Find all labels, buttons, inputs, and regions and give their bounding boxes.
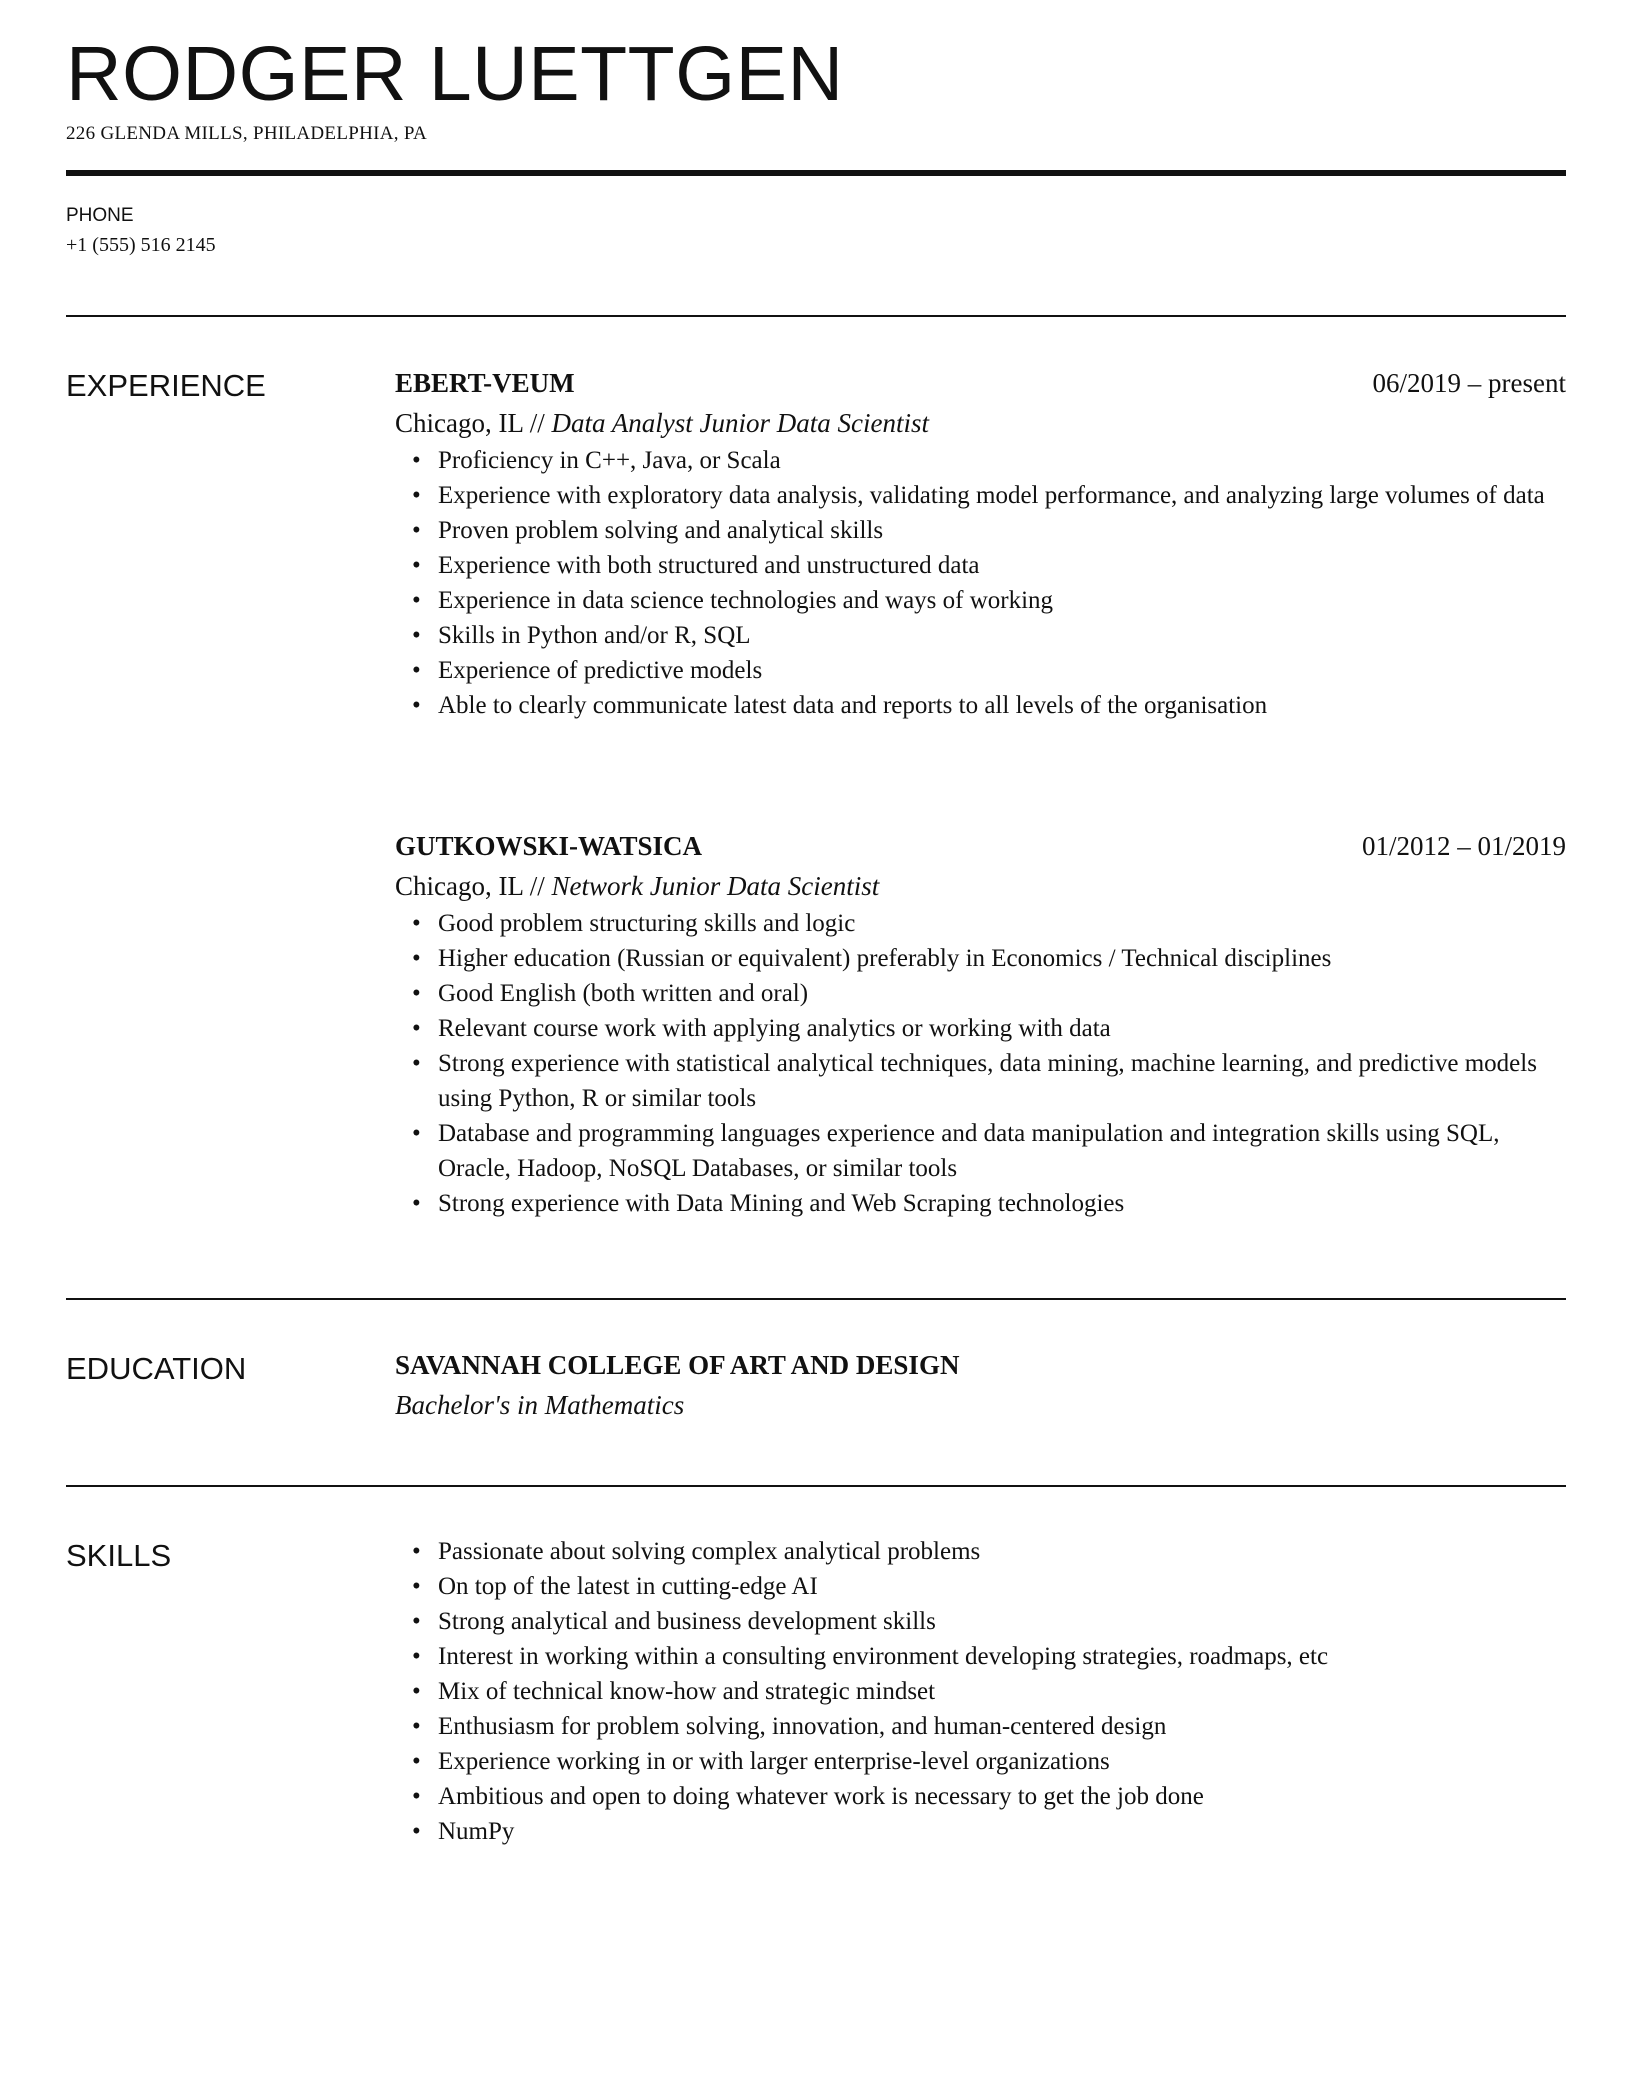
job-location-role [395, 866, 1566, 906]
education-heading: EDUCATION [66, 1351, 247, 1386]
job-dates: 01/2012 – 01/2019 [1361, 831, 1566, 861]
section-divider [66, 1298, 1566, 1300]
list-item: • Good English (both written and oral) [395, 976, 1566, 1011]
company-name: GUTKOWSKI-WATSICA [395, 831, 703, 861]
list-item: • NumPy [395, 1814, 1566, 1849]
list-item: • Experience with both structured and unstructured data [395, 548, 1566, 583]
candidate-address: 226 GLENDA MILLS, PHILADELPHIA, PA [66, 123, 428, 144]
header-divider [66, 170, 1566, 176]
list-item: • On top of the latest in cutting-edge AI [395, 1569, 1566, 1604]
list-item: • Relevant course work with applying analytics or working with data [395, 1011, 1566, 1046]
experience-heading: EXPERIENCE [66, 368, 266, 403]
section-divider [66, 1485, 1566, 1487]
job-entry [395, 826, 1566, 1221]
list-item: • Experience working in or with larger enterprise-level organizations [395, 1744, 1566, 1779]
education-entry [395, 1345, 1566, 1425]
job-role: Data Analyst Junior Data Scientist [551, 408, 929, 438]
list-item: • Proven problem solving and analytical skills [395, 513, 1566, 548]
list-item: • Interest in working within a consulting environment developing strategies, roadmaps, etc [395, 1639, 1566, 1674]
skills-section [395, 1534, 1566, 1849]
job-role: Network Junior Data Scientist [551, 871, 880, 901]
company-name: EBERT-VEUM [395, 368, 575, 398]
list-item: • Proficiency in C++, Java, or Scala [395, 443, 1566, 478]
list-item: • Experience of predictive models [395, 653, 1566, 688]
candidate-name: RODGER LUETTGEN [66, 31, 844, 117]
skills-list [395, 1534, 1566, 1849]
list-item: • Good problem structuring skills and logic [395, 906, 1566, 941]
job-location: Chicago, IL [395, 408, 523, 438]
separator: // [522, 408, 552, 438]
list-item: • Strong analytical and business development skills [395, 1604, 1566, 1639]
job-location-role [395, 403, 1566, 443]
job-entry [395, 363, 1566, 723]
list-item: • Skills in Python and/or R, SQL [395, 618, 1566, 653]
list-item: • Able to clearly communicate latest data and reports to all levels of the organisation [395, 688, 1566, 723]
list-item: • Strong experience with Data Mining and Web Scraping technologies [395, 1186, 1566, 1221]
list-item: • Mix of technical know-how and strategic mindset [395, 1674, 1566, 1709]
list-item: • Database and programming languages experience and data manipulation and integration skills using SQL, Oracle, Hadoop, NoSQL Databases, or similar tools [395, 1116, 1566, 1186]
degree: Bachelor's in Mathematics [395, 1390, 685, 1420]
list-item: • Experience in data science technologies and ways of working [395, 583, 1566, 618]
separator: // [522, 871, 552, 901]
job-responsibilities [395, 443, 1566, 723]
skills-heading: SKILLS [66, 1538, 172, 1573]
school-name: SAVANNAH COLLEGE OF ART AND DESIGN [395, 1350, 960, 1380]
job-location: Chicago, IL [395, 871, 523, 901]
job-dates: 06/2019 – present [1372, 368, 1566, 398]
phone-number: +1 (555) 516 2145 [66, 234, 216, 256]
list-item: • Ambitious and open to doing whatever work is necessary to get the job done [395, 1779, 1566, 1814]
list-item: • Passionate about solving complex analytical problems [395, 1534, 1566, 1569]
list-item: • Enthusiasm for problem solving, innovation, and human-centered design [395, 1709, 1566, 1744]
list-item: • Higher education (Russian or equivalent) preferably in Economics / Technical disciplines [395, 941, 1566, 976]
job-responsibilities [395, 906, 1566, 1221]
phone-label: PHONE [66, 205, 134, 226]
job-header [395, 363, 1566, 403]
section-divider [66, 315, 1566, 317]
list-item: • Strong experience with statistical analytical techniques, data mining, machine learning, and predictive models using Python, R or similar tools [395, 1046, 1566, 1116]
list-item: • Experience with exploratory data analysis, validating model performance, and analyzing large volumes of data [395, 478, 1566, 513]
job-header [395, 826, 1566, 866]
